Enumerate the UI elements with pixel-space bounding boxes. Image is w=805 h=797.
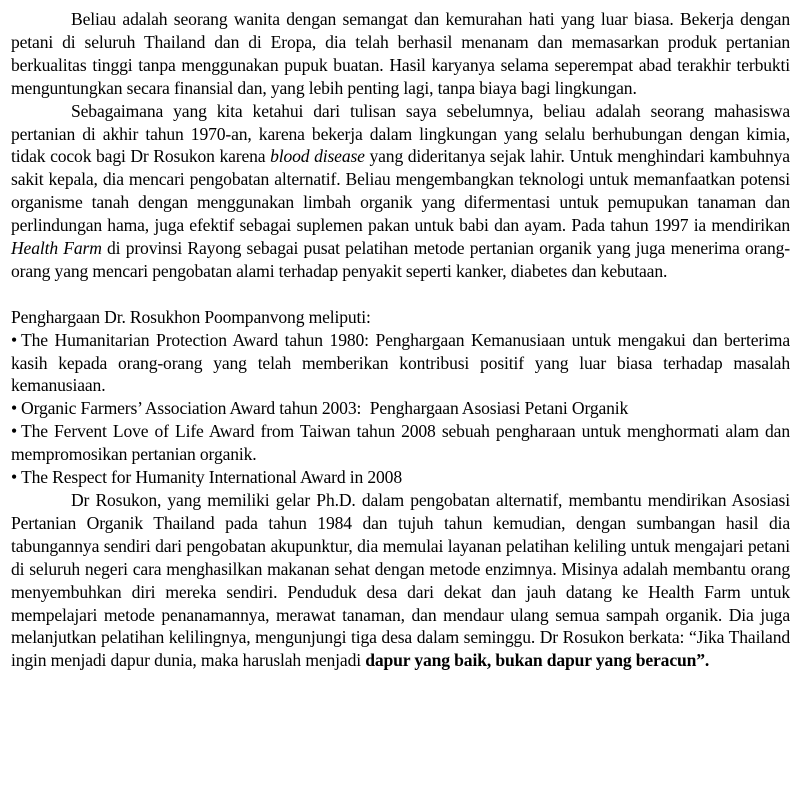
paragraph-background-part-1: Sebagaimana yang kita ketahui dari tulisan saya sebelumnya, beliau adalah seorang mahasiswa pertanian di akhir tahun 1970-an, karena bekerja dalam lingkungan yang selalu berhubungan dengan kimia, tidak cocok bagi Dr Rosukon karena — [11, 100, 790, 167]
paragraph-background-part-2: yang dideritanya sejak lahir. Untuk menghindari kambuhnya sakit kepala, dia mencari pengobatan alternatif. Beliau mengembangkan teknologi untuk memanfaatkan potensi organisme tanah dengan menggunakan limbah organik yang difermentasi untuk pemupukan tanaman dan perlindungan hama, juga efektif sebagai suplemen pakan untuk babi dan ayam. Pada tahun 1997 ia mendirikan — [11, 146, 790, 236]
paragraph-background-part-3: di provinsi Rayong sebagai pusat pelatihan metode pertanian organik yang juga menerima orang-orang yang mencari pengobatan alami terhadap penyakit seperti kanker, diabetes dan kebutaan. — [11, 238, 791, 281]
awards-heading: Penghargaan Dr. Rosukhon Poompanvong meliputi: — [11, 306, 371, 327]
bullet-icon: • — [11, 398, 18, 419]
award-item-text: The Humanitarian Protection Award tahun 1980: Penghargaan Kemanusiaan untuk mengakui dan berterima kasih kepada orang-orang yang telah memberikan kontribusi positif yang luar biasa terhadap masalah kemanusiaan. — [11, 329, 790, 396]
award-item-text: The Fervent Love of Life Award from Taiwan tahun 2008 sebuah pengharaan untuk menghormati alam dan mempromosikan pertanian organik. — [11, 421, 790, 465]
bullet-icon: • — [11, 467, 18, 488]
bullet-icon: • — [11, 329, 18, 350]
award-item-1 — [11, 329, 790, 398]
award-item-2 — [11, 397, 790, 420]
award-item-text: The Respect for Humanity International Award in 2008 — [21, 467, 402, 488]
paragraph-intro: Beliau adalah seorang wanita dengan semangat dan kemurahan hati yang luar biasa. Bekerja dengan petani di seluruh Thailand dan di Eropa, dia telah berhasil menanam dan memasarkan produk pertanian berkualitas tinggi tanpa menggunakan pupuk buatan. Hasil karyanya selama seperempat abad terakhir terbukti menguntungkan secara finansial dan, yang lebih penting lagi, tanpa biaya bagi lingkungan. — [11, 9, 790, 98]
paragraph-background — [11, 100, 790, 283]
blank-line — [11, 283, 790, 306]
italic-term-health-farm: Health Farm — [11, 238, 102, 259]
paragraph-achievements-text: Dr Rosukon, yang memiliki gelar Ph.D. dalam pengobatan alternatif, membantu mendirikan Asosiasi Pertanian Organik Thailand pada tahun 1984 dan tujuh tahun kemudian, dengan sumbangan hasil dia tabungannya sendiri dari pengobatan akupunktur, dia memulai layanan pelatihan keliling untuk mengajari petani di seluruh negeri cara menghasilkan makanan sehat dengan metode enzimnya. Misinya adalah membantu orang menyembuhkan diri mereka sendiri. Penduduk desa dari dekat dan jauh datang ke Health Farm untuk mempelajari metode penanamannya, merawat tanaman, dan mendaur ulang semua sampah organik. Dia juga melanjutkan pelatihan kelilingnya, mengunjungi tiga desa dalam seminggu. Dr Rosukon berkata: — [11, 490, 790, 648]
bullet-icon: • — [11, 421, 18, 442]
award-item-text: Organic Farmers’ Association Award tahun 2003: Penghargaan Asosiasi Petani Organik — [21, 398, 629, 419]
award-item-4 — [11, 466, 790, 489]
italic-term-blood-disease: blood disease — [270, 146, 365, 167]
paragraph-achievements — [11, 489, 790, 672]
quote-bold: dapur yang baik, bukan dapur yang beracun”. — [365, 650, 710, 671]
quote-plain: “Jika Thailand ingin menjadi dapur dunia, maka haruslah menjadi — [11, 627, 791, 671]
award-item-3 — [11, 420, 790, 466]
